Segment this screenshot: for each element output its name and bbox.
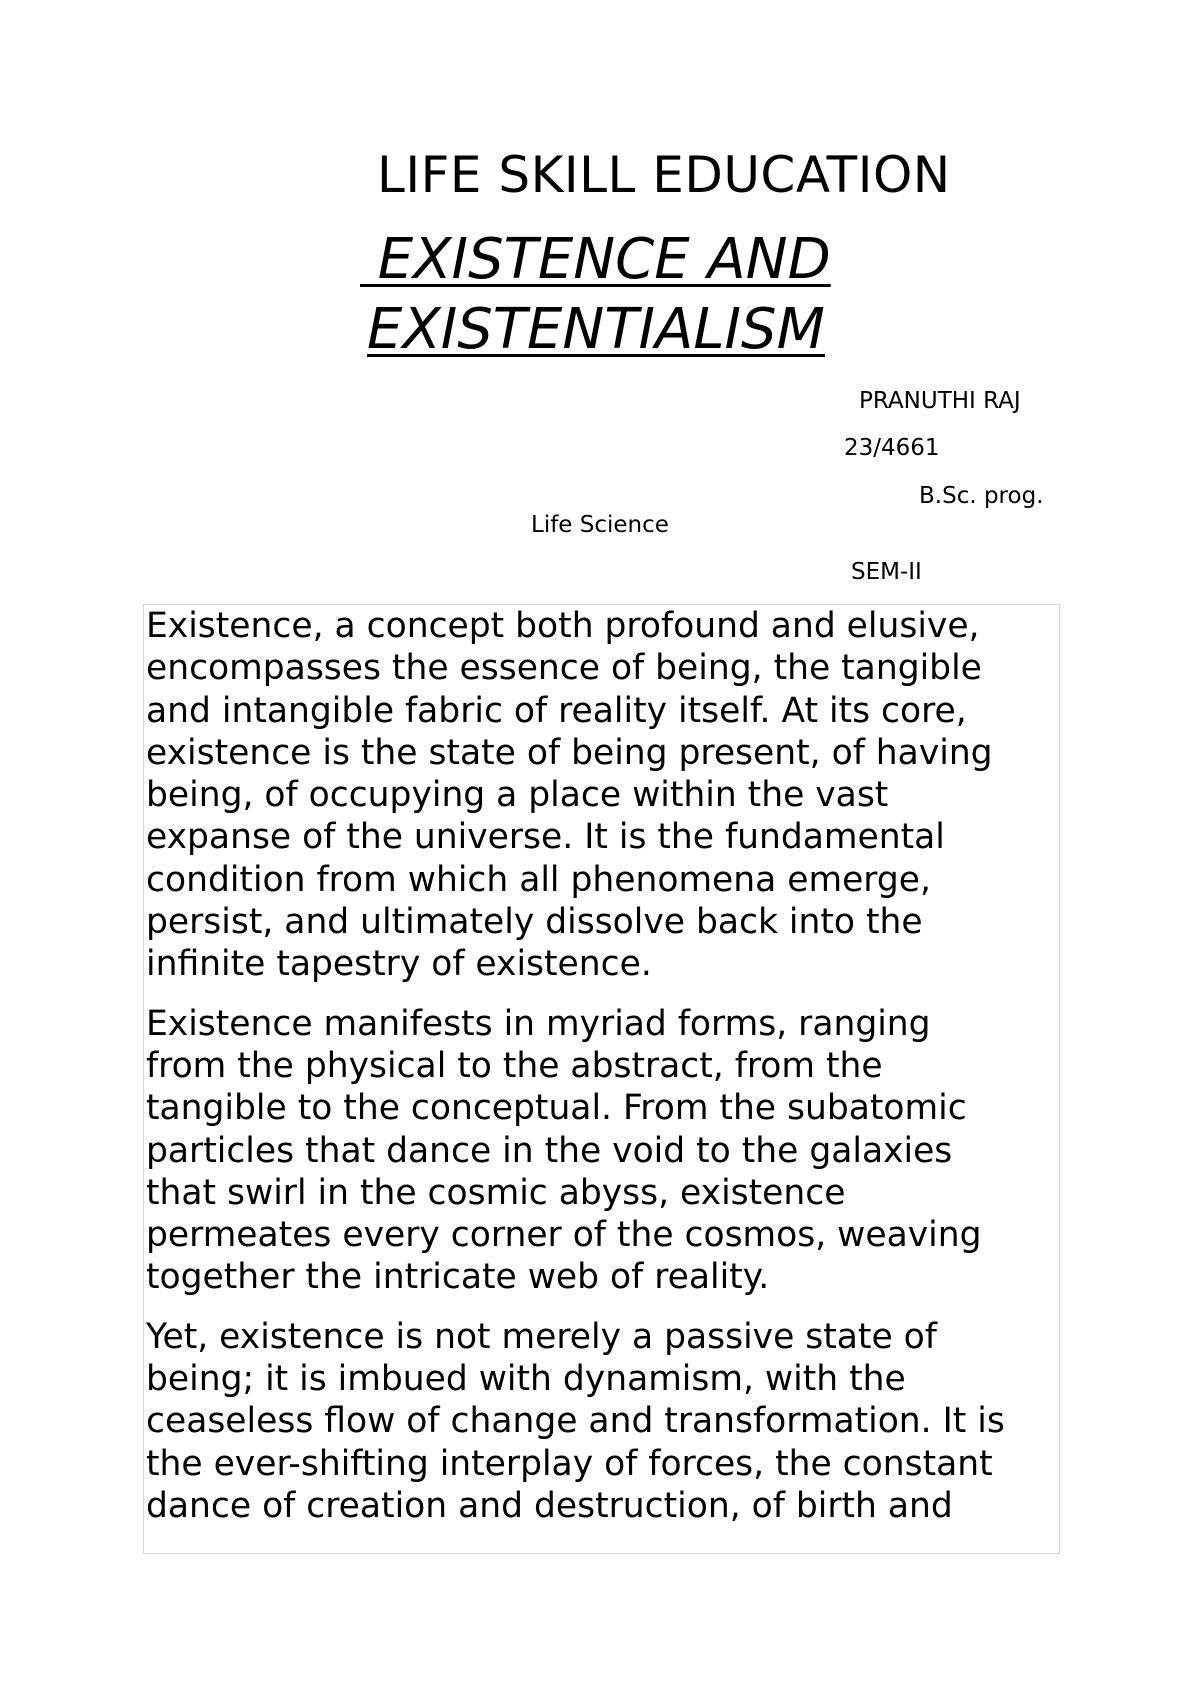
course-heading: LIFE SKILL EDUCATION xyxy=(377,146,951,204)
roll-number: 23/4661 xyxy=(844,435,940,461)
essay-title-line-2: EXISTENTIALISM xyxy=(367,297,825,362)
semester: SEM-II xyxy=(851,559,922,585)
essay-paragraph-3: Yet, existence is not merely a passive state of being; it is imbued with dynamism, with the ceaseless flow of change and transformation. It is the ever-shifting interplay of forces, the constant dance of creation and destruction, of birth and xyxy=(146,1316,1005,1526)
author-name: PRANUTHI RAJ xyxy=(859,388,1021,414)
subject-name: Life Science xyxy=(531,512,669,538)
essay-title-line-1: EXISTENCE AND xyxy=(360,227,831,292)
course-name: B.Sc. prog. xyxy=(919,483,1044,509)
essay-paragraph-2: Existence manifests in myriad forms, ranging from the physical to the abstract, from the tangible to the conceptual. From the subatomic particles that dance in the void to the galaxies that swirl in the cosmic abyss, existence permeates every corner of the cosmos, weaving together the intricate web of reality. xyxy=(146,1003,982,1298)
essay-paragraph-1: Existence, a concept both profound and elusive, encompasses the essence of being, the tangible and intangible fabric of reality itself. At its core, existence is the state of being present, of having being, of occupying a place within the vast expanse of the universe. It is the fundamental condition from which all phenomena emerge, persist, and ultimately dissolve back into the infinite tapestry of existence. xyxy=(146,606,993,985)
essay-text-box xyxy=(143,604,1060,1554)
